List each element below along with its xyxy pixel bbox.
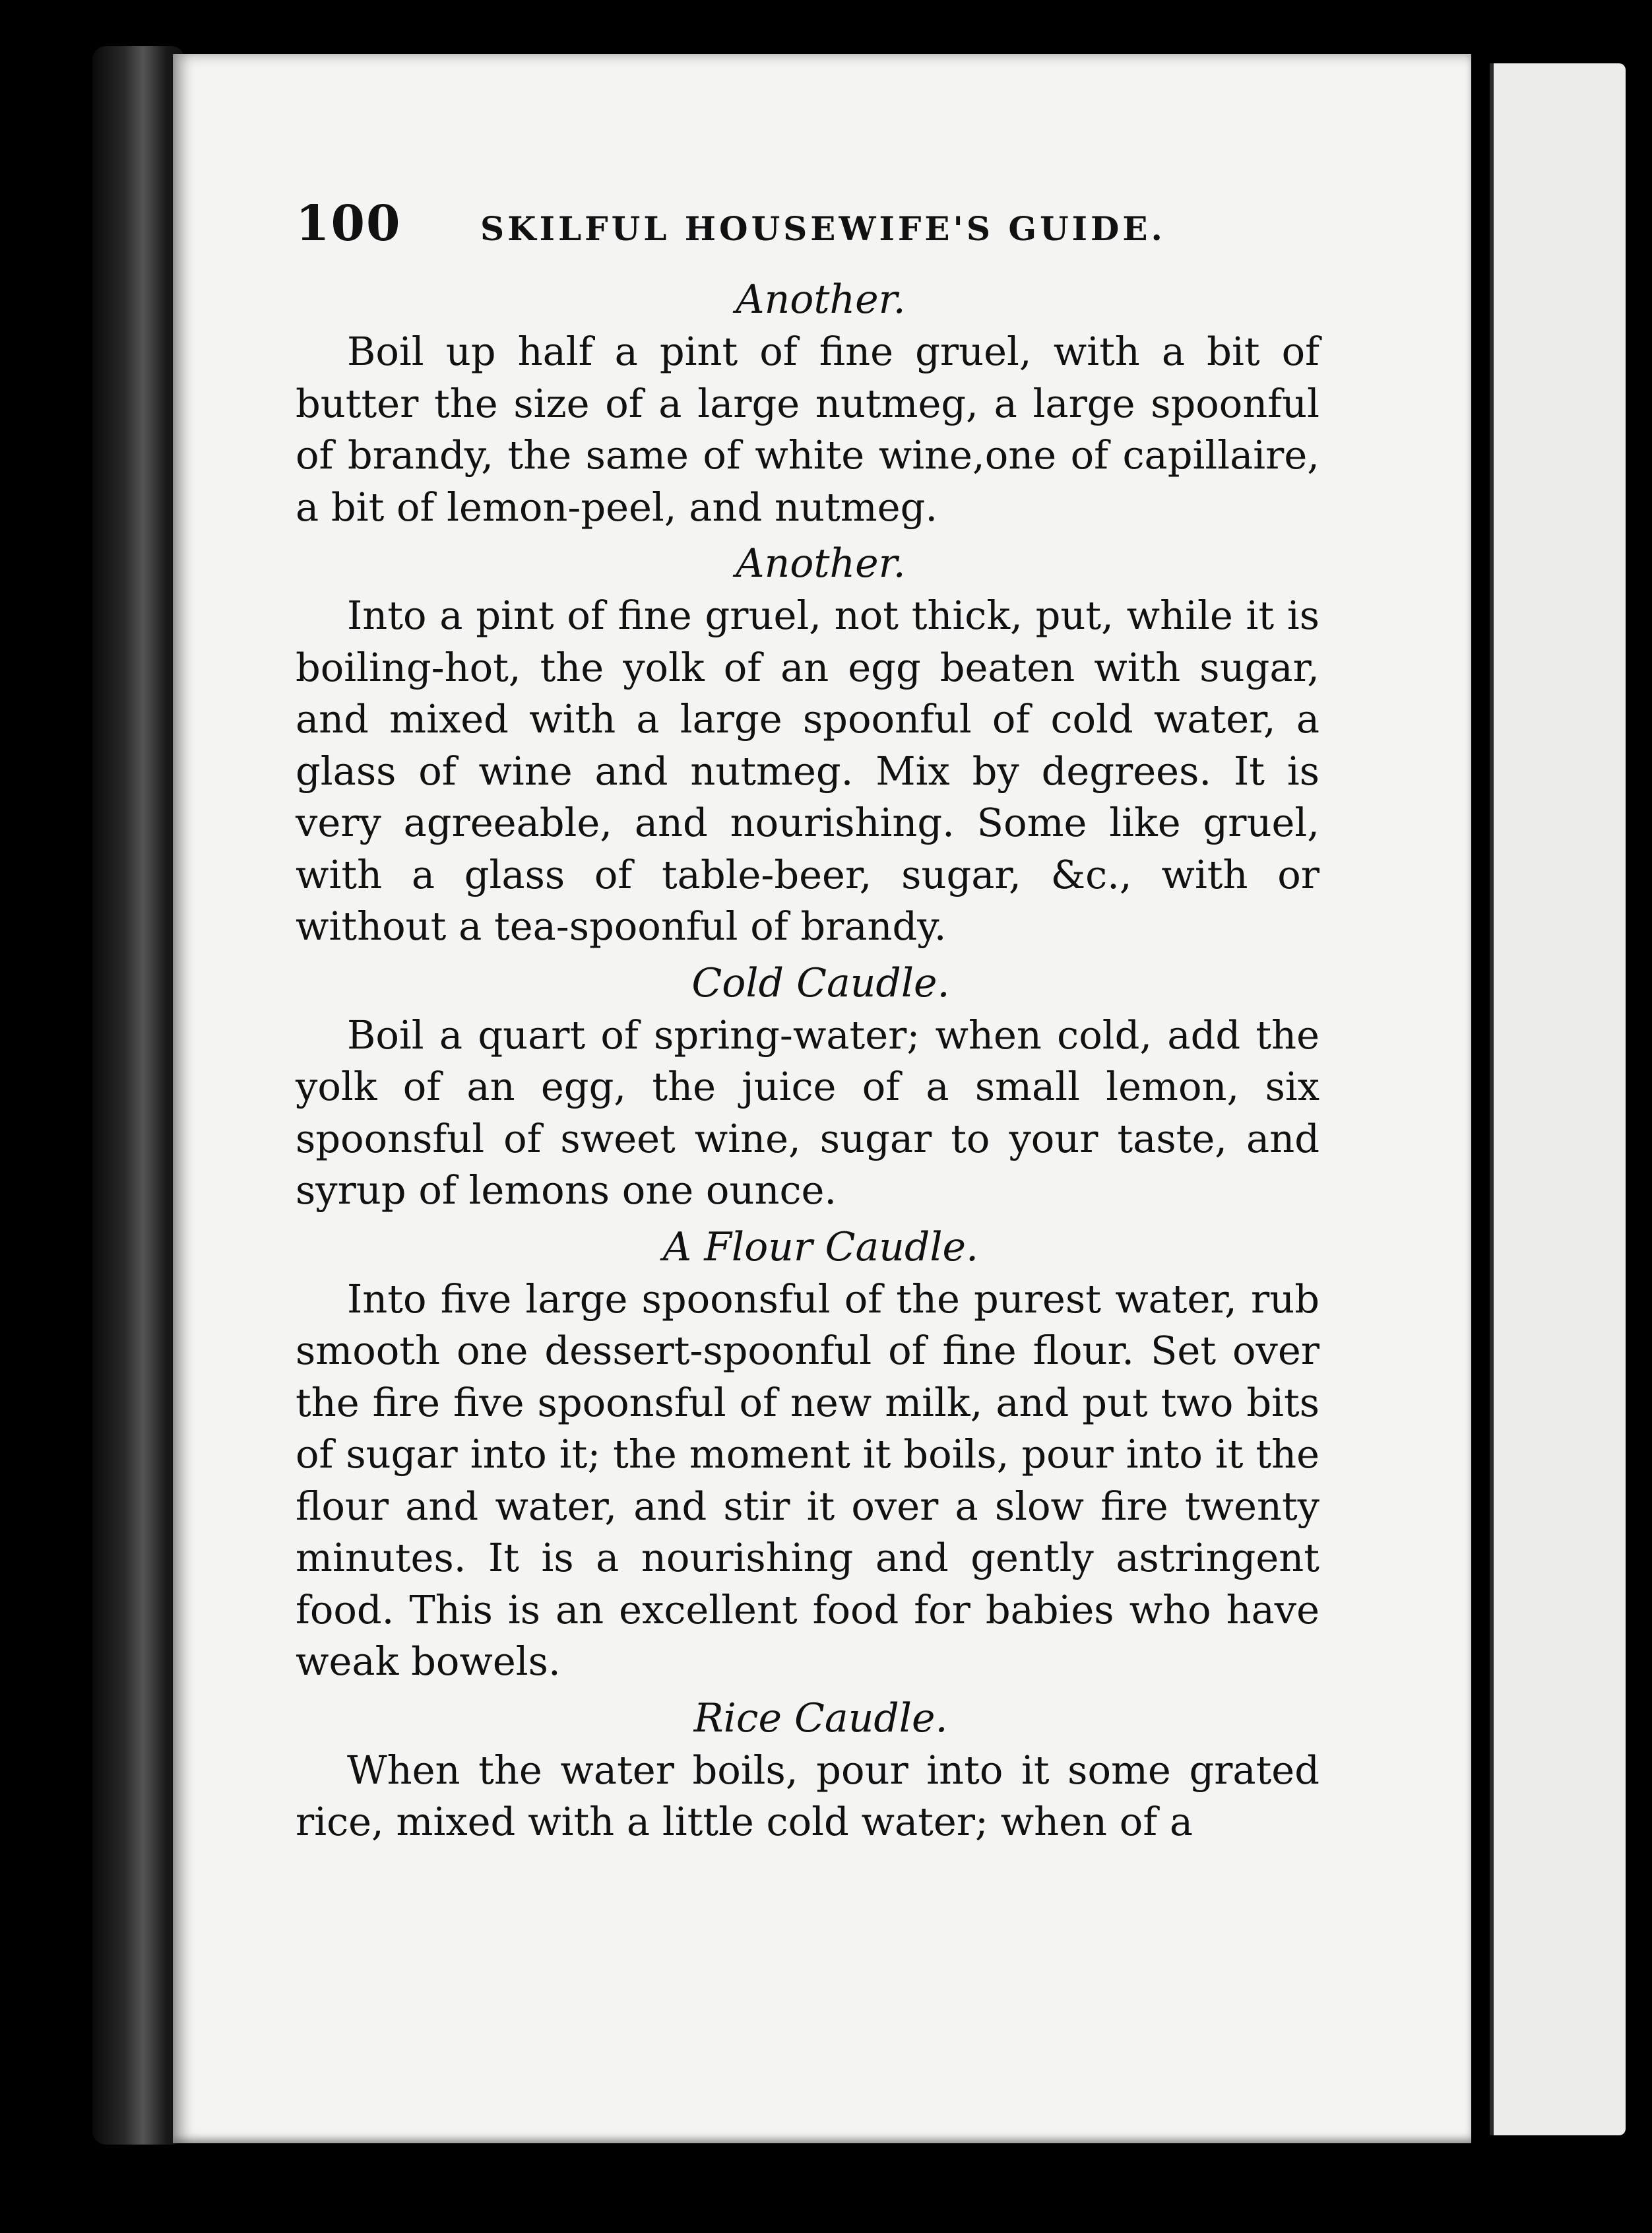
recipe-section: [296, 537, 1319, 953]
recipe-text: Boil a quart of spring-water; when cold, add the yolk of an egg, the juice of a small lemon, six spoonsful of sweet wine, sugar to your taste, and syrup of lemons one ounce.: [296, 1012, 1319, 1213]
recipe-section: [296, 1221, 1319, 1688]
recipe-text: Into a pint of fine gruel, not thick, put, while it is boiling-hot, the yolk of an egg beaten with sugar, and mixed with a large spoonful of cold water, a glass of wine and nutmeg. Mix by degrees. It is very agreeable, and nourishing. Some like gruel, with a glass of table-beer, sugar, &c., with or without a tea-spoonful of brandy.: [296, 593, 1319, 949]
recipe-heading: Cold Caudle.: [691, 959, 950, 1006]
recipe-section: [296, 957, 1319, 1217]
recipe-heading: Another.: [736, 276, 906, 323]
recipe-text: When the water boils, pour into it some grated rice, mixed with a little cold water; when of a: [296, 1747, 1319, 1844]
running-head: [296, 195, 1319, 255]
recipe-heading: A Flour Caudle.: [662, 1223, 979, 1270]
recipe-heading: Another.: [736, 540, 906, 587]
recipe-section: [296, 1692, 1319, 1848]
page-number: 100: [296, 195, 402, 252]
facing-page-edge: [1490, 63, 1626, 2135]
page-content: [296, 195, 1319, 1852]
recipe-section: [296, 273, 1319, 533]
recipe-heading: Rice Caudle.: [693, 1695, 948, 1741]
recipe-text: Into five large spoonsful of the purest water, rub smooth one dessert-spoonful of fine flour. Set over the fire five spoonsful of new milk, and put two bits of sugar into it; the moment it boils, pour into it the flour and water, and stir it over a slow fire twenty minutes. It is a nourishing and gently astringent food. This is an excellent food for babies who have weak bowels.: [296, 1276, 1319, 1684]
running-title: SKILFUL HOUSEWIFE'S GUIDE.: [480, 209, 1166, 248]
book-binding: [92, 46, 185, 2145]
recipe-text: Boil up half a pint of fine gruel, with a bit of butter the size of a large nutmeg, a large spoonful of brandy, the same of white wine,one of capillaire, a bit of lemon-peel, and nutmeg.: [296, 329, 1319, 530]
